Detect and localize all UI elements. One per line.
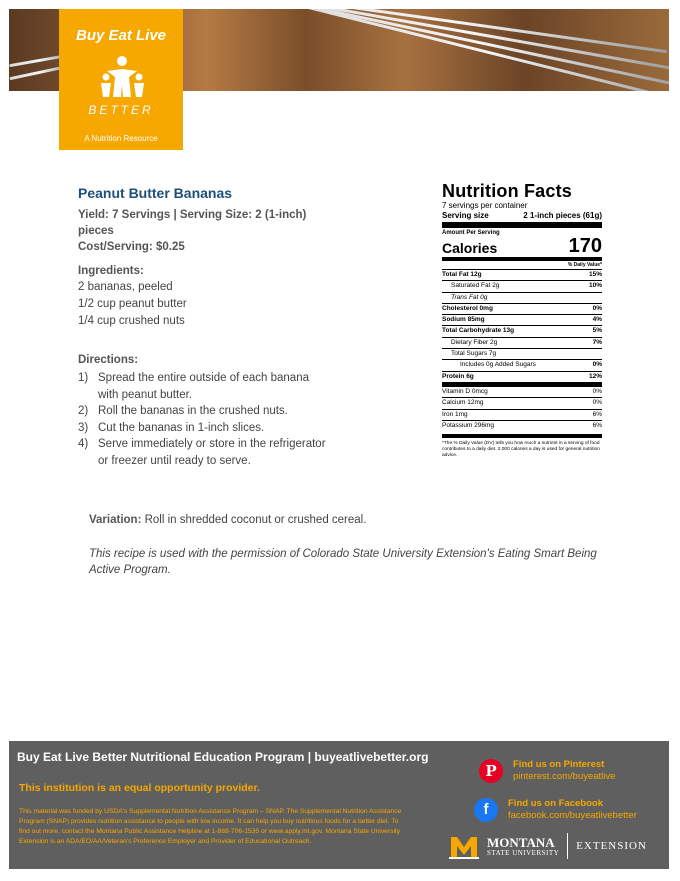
nutrient-pct: 10%	[588, 282, 602, 290]
facebook-link-block[interactable]	[474, 798, 637, 822]
ingredient-item: 1/2 cup peanut butter	[78, 298, 187, 310]
nutrient-row	[442, 349, 602, 360]
nutrient-label: Vitamin D 0mcg	[442, 387, 488, 395]
nutrient-row	[442, 326, 602, 337]
nutrient-label: Includes 0g Added Sugars	[460, 361, 536, 369]
serving-size-value: 2 1-inch pieces (61g)	[523, 211, 602, 220]
buy-eat-live-better-logo	[59, 9, 183, 150]
step-text: Cut the bananas in 1-inch slices.	[98, 421, 265, 434]
step-text: Roll the bananas in the crushed nuts.	[98, 405, 288, 417]
nutrient-pct: 5%	[592, 327, 602, 335]
nutrient-row	[442, 410, 602, 421]
step-number: 3)	[78, 421, 89, 434]
recipe-section	[78, 185, 328, 469]
nutrition-footnote: *The % Daily Value (DV) tells you how much a nutrient in a serving of food contributes to a daily diet. 2,000 calories a day is used for general nutrition advice.	[442, 434, 602, 459]
recipe-title: Peanut Butter Bananas	[78, 185, 233, 201]
msu-extension-logo	[449, 833, 647, 859]
nutrient-label: Protein 6g	[442, 372, 474, 380]
logo-better-text: BETTER	[88, 103, 154, 117]
nutrient-row	[442, 398, 602, 409]
variation-text: Roll in shredded coconut or crushed cereal.	[144, 514, 367, 526]
step-number: 4)	[78, 438, 89, 450]
nutrient-pct: 0%	[592, 361, 602, 369]
nutrition-facts-label	[442, 181, 602, 459]
msu-m-icon	[449, 833, 479, 859]
facebook-icon[interactable]: f	[474, 798, 498, 822]
permission-note: This recipe is used with the permission of Colorado State University Extension's Eating Smart Being Active Program.	[89, 548, 597, 576]
serving-size-row	[442, 211, 602, 228]
footer	[9, 741, 669, 869]
ingredient-item: 1/4 cup crushed nuts	[78, 315, 185, 327]
amount-per-serving: Amount Per Serving	[442, 230, 500, 236]
nutrient-label: Cholesterol 0mg	[442, 304, 493, 312]
nutrient-pct: 4%	[592, 316, 602, 324]
nutrient-pct: 0%	[592, 387, 602, 395]
nutrient-label: Calcium 12mg	[442, 399, 484, 407]
msu-extension-text: EXTENSION	[576, 840, 647, 852]
nutrient-label: Saturated Fat 2g	[451, 282, 500, 290]
nutrient-row	[442, 338, 602, 349]
nutrient-pct: 12%	[588, 372, 602, 380]
direction-step	[78, 403, 328, 420]
calories-label: Calories	[442, 240, 498, 256]
funding-statement: This material was funded by USDA's Supplemental Nutrition Assistance Program – SNAP. The Supplemental Nutrition Assistance Program (SNAP) provides nutrition assistance to people with low income. It can help you buy nutritious foods for a better diet. To find out more, contact the Montana Public Assistance Helpline at 1-888-706-1535 or www.apply.mt.gov. Montana State University Extension is an ADA/EO/AA/Veteran's Preference Employer and Provider of Educational Outreach.	[19, 808, 402, 845]
equal-opportunity-statement: This institution is an equal opportunity provider.	[19, 782, 260, 794]
pinterest-link-block[interactable]	[479, 759, 615, 783]
logo-subtitle: A Nutrition Resource	[84, 134, 158, 143]
step-number: 1)	[78, 372, 89, 384]
calories-row	[442, 236, 602, 261]
ingredients-heading: Ingredients:	[78, 265, 144, 277]
nutrient-label: Dietary Fiber 2g	[451, 338, 498, 346]
nutrient-label: Potassium 296mg	[442, 421, 495, 429]
servings-per-container: 7 servings per container	[442, 201, 528, 210]
step-text: Spread the entire outside of each banana with peanut butter.	[98, 372, 309, 401]
calories-value: 170	[568, 235, 602, 257]
nutrient-label: Total Fat 12g	[442, 271, 482, 278]
directions-heading: Directions:	[78, 354, 139, 366]
nutrition-title: Nutrition Facts	[442, 181, 573, 201]
facebook-url[interactable]: facebook.com/buyeatlivebetter	[508, 810, 637, 821]
pinterest-heading: Find us on Pinterest	[513, 759, 605, 770]
direction-step	[78, 370, 328, 403]
nutrient-label: Total Sugars 7g	[451, 350, 497, 358]
pinterest-icon[interactable]: P	[479, 759, 503, 783]
nutrient-pct: 0%	[592, 399, 602, 407]
facebook-heading: Find us on Facebook	[508, 798, 604, 809]
nutrient-row	[442, 270, 602, 281]
variation-label: Variation:	[89, 514, 142, 526]
nutrient-row	[442, 387, 602, 398]
daily-value-header: % Daily Value*	[442, 261, 602, 270]
nutrient-row	[442, 315, 602, 326]
nutrient-label: Iron 1mg	[442, 410, 468, 418]
people-figure-icon	[97, 53, 147, 103]
nutrient-pct: 0%	[592, 304, 602, 312]
serving-size-label: Serving size	[442, 211, 489, 220]
nutrient-pct: 6%	[592, 421, 602, 429]
ingredients-list	[78, 279, 328, 330]
nutrient-row	[442, 372, 602, 387]
direction-step	[78, 436, 328, 469]
nutrient-label: Sodium 85mg	[442, 316, 485, 324]
nutrient-pct: 6%	[592, 410, 602, 418]
nutrient-row	[442, 304, 602, 315]
step-number: 2)	[78, 405, 89, 417]
nutrient-row	[442, 360, 602, 371]
nutrient-row	[442, 281, 602, 292]
ingredient-item: 2 bananas, peeled	[78, 281, 173, 293]
recipe-yield: Yield: 7 Servings | Serving Size: 2 (1-inch) pieces	[78, 209, 307, 237]
nutrient-pct: 15%	[588, 271, 602, 278]
variation-note	[89, 514, 366, 526]
footer-title: Buy Eat Live Better Nutritional Education Program | buyeatlivebetter.org	[17, 750, 429, 764]
nutrient-label: Total Carbohydrate 13g	[442, 327, 515, 335]
pinterest-url[interactable]: pinterest.com/buyeatlive	[513, 771, 616, 782]
logo-title: Buy Eat Live	[75, 27, 167, 44]
msu-name: MONTANA	[487, 834, 555, 850]
direction-step	[78, 420, 328, 437]
nutrient-row	[442, 421, 602, 431]
recipe-cost: Cost/Serving: $0.25	[78, 241, 185, 253]
nutrient-row	[442, 293, 602, 304]
nutrient-label: Trans Fat 0g	[451, 293, 488, 301]
msu-divider	[567, 833, 568, 859]
msu-subtitle: STATE UNIVERSITY	[487, 848, 560, 857]
directions-list	[78, 370, 328, 469]
step-text: Serve immediately or store in the refrigerator or freezer until ready to serve.	[98, 438, 326, 467]
nutrient-pct: 7%	[592, 338, 602, 346]
